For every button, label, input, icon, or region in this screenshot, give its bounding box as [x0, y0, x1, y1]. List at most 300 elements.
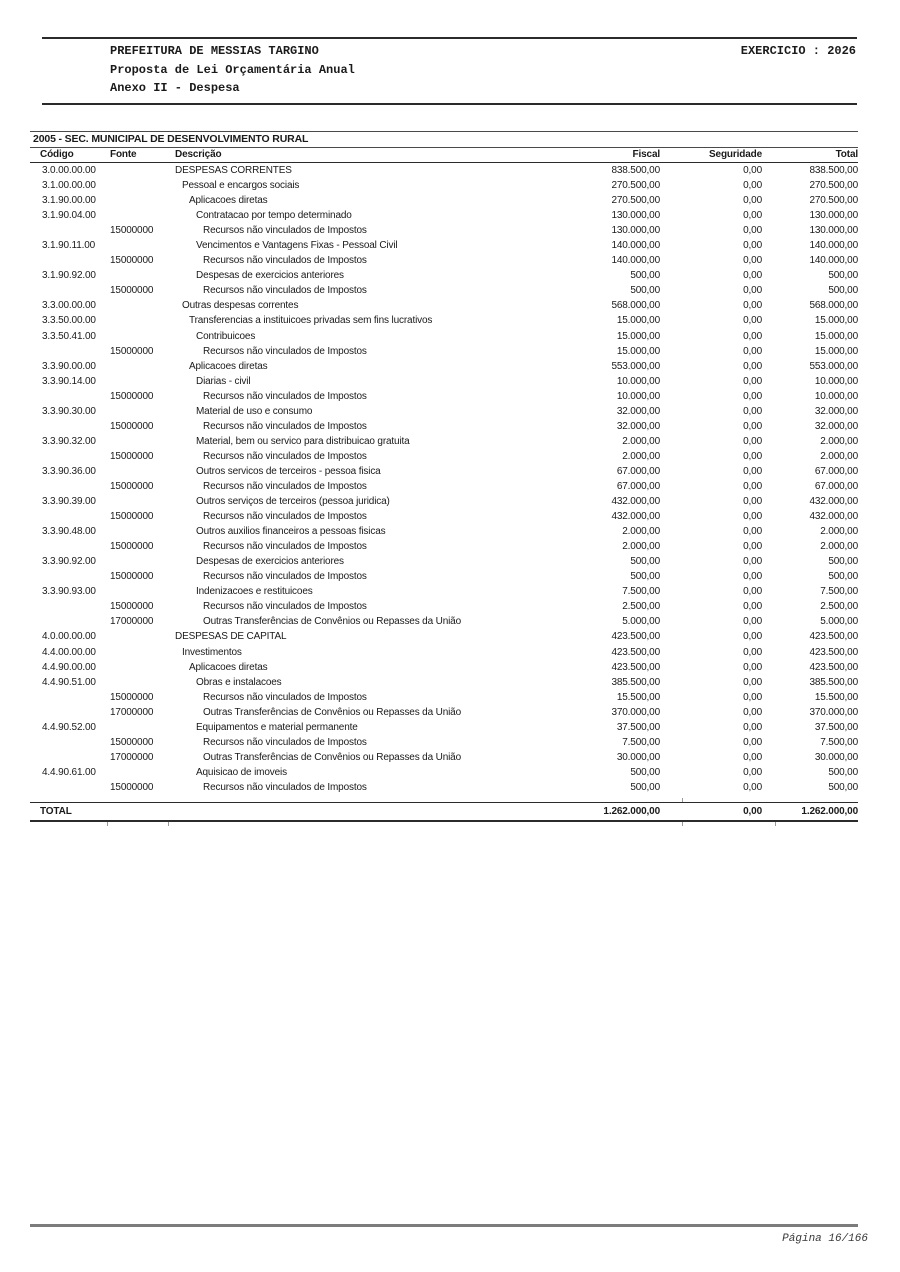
cell-fonte: 15000000 — [110, 736, 154, 748]
cell-total: 270.500,00 — [809, 180, 858, 192]
cell-codigo — [30, 223, 110, 238]
cell-fonte — [110, 268, 175, 283]
cell-codigo — [30, 705, 110, 720]
cell-fonte: 15000000 — [110, 541, 154, 553]
table-row — [30, 268, 858, 283]
cell-fiscal: 15.500,00 — [616, 691, 660, 703]
cell-descricao: Outras Transferências de Convênios ou Repasses da União — [203, 616, 462, 628]
column-tick — [775, 822, 776, 826]
cell-fonte: 15000000 — [110, 255, 154, 267]
cell-fiscal: 270.500,00 — [611, 180, 660, 192]
cell-codigo — [30, 449, 110, 464]
table-rows — [30, 163, 858, 795]
cell-fonte — [110, 660, 175, 675]
table-row — [30, 238, 858, 253]
cell-codigo: 3.3.90.14.00 — [42, 375, 96, 387]
cell-codigo — [30, 690, 110, 705]
cell-fonte — [110, 584, 175, 599]
cell-seguridade: 0,00 — [743, 450, 762, 462]
cell-fiscal: 2.000,00 — [622, 450, 660, 462]
cell-descricao: Recursos não vinculados de Impostos — [203, 571, 367, 583]
table-row — [30, 178, 858, 193]
cell-descricao: Aplicacoes diretas — [189, 195, 268, 207]
cell-total: 7.500,00 — [820, 736, 858, 748]
cell-total: 130.000,00 — [809, 225, 858, 237]
cell-descricao: Recursos não vinculados de Impostos — [203, 781, 367, 793]
cell-fonte: 15000000 — [110, 345, 154, 357]
cell-fiscal: 385.500,00 — [611, 676, 660, 688]
cell-fonte — [110, 178, 175, 193]
cell-fonte: 15000000 — [110, 480, 154, 492]
cell-fonte — [110, 359, 175, 374]
cell-seguridade: 0,00 — [743, 646, 762, 658]
cell-total: 423.500,00 — [809, 646, 858, 658]
cell-seguridade: 0,00 — [743, 676, 762, 688]
column-header-fiscal: Fiscal — [632, 149, 660, 160]
cell-fonte — [110, 298, 175, 313]
cell-descricao: Transferencias a instituicoes privadas sem fins lucrativos — [189, 315, 433, 327]
table-row — [30, 675, 858, 690]
cell-codigo: 3.3.00.00.00 — [42, 300, 96, 312]
table-row — [30, 614, 858, 629]
cell-total: 7.500,00 — [820, 586, 858, 598]
cell-seguridade: 0,00 — [743, 571, 762, 583]
cell-fonte: 15000000 — [110, 781, 154, 793]
cell-fiscal: 568.000,00 — [611, 300, 660, 312]
cell-fiscal: 838.500,00 — [611, 165, 660, 176]
cell-codigo — [30, 479, 110, 494]
cell-descricao: Indenizacoes e restituicoes — [196, 586, 313, 598]
cell-fonte: 15000000 — [110, 511, 154, 523]
cell-descricao: Investimentos — [182, 646, 242, 658]
table-row — [30, 584, 858, 599]
cell-seguridade: 0,00 — [743, 390, 762, 402]
cell-total: 30.000,00 — [814, 751, 858, 763]
cell-fiscal: 140.000,00 — [611, 255, 660, 267]
table-row — [30, 690, 858, 705]
cell-codigo — [30, 750, 110, 765]
cell-seguridade: 0,00 — [743, 496, 762, 508]
cell-total: 568.000,00 — [809, 300, 858, 312]
table-row — [30, 735, 858, 750]
table-row — [30, 750, 858, 765]
cell-seguridade: 0,00 — [743, 225, 762, 237]
cell-descricao: Aplicacoes diretas — [189, 661, 268, 673]
cell-seguridade: 0,00 — [743, 616, 762, 628]
cell-seguridade: 0,00 — [743, 300, 762, 312]
cell-codigo: 3.3.90.48.00 — [42, 526, 96, 538]
cell-seguridade: 0,00 — [743, 285, 762, 297]
cell-fonte: 15000000 — [110, 225, 154, 237]
cell-fonte — [110, 374, 175, 389]
cell-fonte — [110, 404, 175, 419]
cell-codigo — [30, 539, 110, 554]
total-total: 1.262.000,00 — [801, 805, 858, 817]
cell-descricao: Recursos não vinculados de Impostos — [203, 450, 367, 462]
cell-total: 32.000,00 — [814, 420, 858, 432]
cell-fiscal: 30.000,00 — [616, 751, 660, 763]
cell-fiscal: 500,00 — [630, 285, 660, 297]
table-row — [30, 539, 858, 554]
cell-total: 385.500,00 — [809, 676, 858, 688]
cell-fiscal: 130.000,00 — [611, 225, 660, 237]
table-row — [30, 599, 858, 614]
cell-codigo — [30, 389, 110, 404]
table-row — [30, 479, 858, 494]
table-row — [30, 404, 858, 419]
cell-codigo — [30, 735, 110, 750]
table-row — [30, 554, 858, 569]
cell-codigo — [30, 780, 110, 795]
cell-seguridade: 0,00 — [743, 345, 762, 357]
cell-descricao: Contratacao por tempo determinado — [196, 210, 352, 222]
cell-fiscal: 37.500,00 — [616, 721, 660, 733]
cell-seguridade: 0,00 — [743, 586, 762, 598]
cell-codigo: 4.4.90.52.00 — [42, 721, 96, 733]
cell-seguridade: 0,00 — [743, 751, 762, 763]
cell-fonte — [110, 329, 175, 344]
cell-fonte — [110, 163, 175, 178]
cell-fonte: 15000000 — [110, 285, 154, 297]
cell-descricao: Pessoal e encargos sociais — [182, 180, 300, 192]
exercise-label: EXERCICIO : 2026 — [740, 44, 856, 58]
cell-fiscal: 15.000,00 — [616, 315, 660, 327]
cell-total: 2.500,00 — [820, 601, 858, 613]
cell-total: 500,00 — [828, 781, 858, 793]
cell-total: 15.000,00 — [814, 345, 858, 357]
cell-codigo: 4.0.00.00.00 — [42, 631, 96, 643]
cell-fiscal: 423.500,00 — [611, 631, 660, 643]
table-row — [30, 163, 858, 178]
cell-seguridade: 0,00 — [743, 526, 762, 538]
cell-fonte: 15000000 — [110, 691, 154, 703]
table-row — [30, 645, 858, 660]
cell-seguridade: 0,00 — [743, 315, 762, 327]
cell-total: 15.500,00 — [814, 691, 858, 703]
cell-fiscal: 67.000,00 — [616, 480, 660, 492]
table-row — [30, 253, 858, 268]
cell-fonte — [110, 629, 175, 644]
cell-total: 15.000,00 — [814, 330, 858, 342]
cell-fiscal: 370.000,00 — [611, 706, 660, 718]
column-tick — [107, 822, 108, 826]
cell-total: 2.000,00 — [820, 435, 858, 447]
cell-codigo: 4.4.00.00.00 — [42, 646, 96, 658]
cell-codigo: 4.4.90.00.00 — [42, 661, 96, 673]
cell-seguridade: 0,00 — [743, 691, 762, 703]
cell-codigo: 3.1.90.04.00 — [42, 210, 96, 222]
cell-fiscal: 423.500,00 — [611, 661, 660, 673]
cell-fiscal: 553.000,00 — [611, 360, 660, 372]
cell-seguridade: 0,00 — [743, 721, 762, 733]
cell-codigo: 3.1.90.00.00 — [42, 195, 96, 207]
cell-descricao: Aquisicao de imoveis — [196, 766, 287, 778]
cell-total: 2.000,00 — [820, 541, 858, 553]
cell-fonte — [110, 720, 175, 735]
cell-total: 140.000,00 — [809, 240, 858, 252]
budget-report — [30, 131, 858, 822]
cell-descricao: Outros auxilios financeiros a pessoas fisicas — [196, 526, 386, 538]
cell-descricao: Recursos não vinculados de Impostos — [203, 601, 367, 613]
cell-codigo: 3.1.90.11.00 — [42, 240, 96, 252]
table-row — [30, 660, 858, 675]
cell-descricao: Recursos não vinculados de Impostos — [203, 541, 367, 553]
cell-descricao: Recursos não vinculados de Impostos — [203, 736, 367, 748]
cell-fiscal: 500,00 — [630, 270, 660, 282]
cell-fiscal: 500,00 — [630, 781, 660, 793]
cell-codigo: 4.4.90.51.00 — [42, 676, 96, 688]
cell-codigo: 4.4.90.61.00 — [42, 766, 96, 778]
cell-codigo — [30, 569, 110, 584]
cell-fonte — [110, 494, 175, 509]
cell-fiscal: 270.500,00 — [611, 195, 660, 207]
cell-seguridade: 0,00 — [743, 330, 762, 342]
cell-seguridade: 0,00 — [743, 781, 762, 793]
cell-fiscal: 10.000,00 — [616, 390, 660, 402]
cell-seguridade: 0,00 — [743, 375, 762, 387]
cell-descricao: DESPESAS CORRENTES — [175, 165, 292, 176]
cell-fonte: 17000000 — [110, 706, 154, 718]
table-row — [30, 329, 858, 344]
cell-fiscal: 500,00 — [630, 556, 660, 568]
table-row — [30, 449, 858, 464]
table-row — [30, 283, 858, 298]
cell-descricao: Material de uso e consumo — [196, 405, 313, 417]
annex-label: Anexo II - Despesa — [110, 81, 240, 95]
cell-descricao: Recursos não vinculados de Impostos — [203, 390, 367, 402]
section-title: 2005 - SEC. MUNICIPAL DE DESENVOLVIMENTO RURAL — [30, 131, 858, 148]
table-row — [30, 313, 858, 328]
entity-title: PREFEITURA DE MESSIAS TARGINO — [110, 44, 319, 58]
cell-fonte — [110, 645, 175, 660]
cell-seguridade: 0,00 — [743, 210, 762, 222]
cell-fonte — [110, 554, 175, 569]
cell-total: 67.000,00 — [814, 480, 858, 492]
cell-total: 838.500,00 — [809, 165, 858, 176]
page-number: Página 16/166 — [782, 1233, 868, 1245]
table-row — [30, 223, 858, 238]
table-row — [30, 765, 858, 780]
table-row — [30, 494, 858, 509]
cell-seguridade: 0,00 — [743, 420, 762, 432]
cell-codigo: 3.1.90.92.00 — [42, 270, 96, 282]
total-row — [30, 802, 858, 822]
cell-total: 423.500,00 — [809, 661, 858, 673]
cell-total: 15.000,00 — [814, 315, 858, 327]
cell-total: 2.000,00 — [820, 450, 858, 462]
document-header — [42, 37, 857, 105]
cell-seguridade: 0,00 — [743, 556, 762, 568]
cell-codigo: 3.3.90.32.00 — [42, 435, 96, 447]
cell-descricao: Recursos não vinculados de Impostos — [203, 345, 367, 357]
cell-total: 500,00 — [828, 766, 858, 778]
cell-seguridade: 0,00 — [743, 360, 762, 372]
cell-fiscal: 432.000,00 — [611, 496, 660, 508]
cell-fiscal: 500,00 — [630, 766, 660, 778]
cell-fonte: 15000000 — [110, 420, 154, 432]
cell-total: 5.000,00 — [820, 616, 858, 628]
cell-descricao: Obras e instalacoes — [196, 676, 282, 688]
cell-seguridade: 0,00 — [743, 736, 762, 748]
cell-fiscal: 67.000,00 — [616, 465, 660, 477]
cell-descricao: Recursos não vinculados de Impostos — [203, 255, 367, 267]
cell-seguridade: 0,00 — [743, 240, 762, 252]
table-row — [30, 464, 858, 479]
cell-seguridade: 0,00 — [743, 180, 762, 192]
cell-fiscal: 2.000,00 — [622, 526, 660, 538]
cell-seguridade: 0,00 — [743, 195, 762, 207]
cell-fiscal: 7.500,00 — [622, 586, 660, 598]
column-header-fonte: Fonte — [110, 149, 137, 160]
cell-fiscal: 140.000,00 — [611, 240, 660, 252]
cell-seguridade: 0,00 — [743, 706, 762, 718]
cell-seguridade: 0,00 — [743, 511, 762, 523]
cell-descricao: Aplicacoes diretas — [189, 360, 268, 372]
cell-codigo: 3.1.00.00.00 — [42, 180, 96, 192]
total-label: TOTAL — [40, 805, 72, 817]
cell-fiscal: 32.000,00 — [616, 405, 660, 417]
cell-codigo — [30, 419, 110, 434]
table-row — [30, 389, 858, 404]
cell-fonte — [110, 434, 175, 449]
cell-codigo: 3.3.90.00.00 — [42, 360, 96, 372]
table-row — [30, 208, 858, 223]
cell-fiscal: 15.000,00 — [616, 330, 660, 342]
cell-seguridade: 0,00 — [743, 465, 762, 477]
cell-fonte — [110, 193, 175, 208]
cell-total: 500,00 — [828, 556, 858, 568]
cell-seguridade: 0,00 — [743, 435, 762, 447]
cell-total: 130.000,00 — [809, 210, 858, 222]
table-row — [30, 359, 858, 374]
cell-descricao: Recursos não vinculados de Impostos — [203, 285, 367, 297]
cell-descricao: Outros serviços de terceiros (pessoa juridica) — [196, 496, 390, 508]
cell-total: 270.500,00 — [809, 195, 858, 207]
cell-fiscal: 2.500,00 — [622, 601, 660, 613]
column-header-total: Total — [835, 149, 858, 160]
cell-seguridade: 0,00 — [743, 270, 762, 282]
cell-total: 2.000,00 — [820, 526, 858, 538]
cell-fonte — [110, 464, 175, 479]
cell-codigo — [30, 614, 110, 629]
cell-total: 500,00 — [828, 270, 858, 282]
column-tick — [682, 822, 683, 826]
cell-fonte — [110, 238, 175, 253]
cell-fiscal: 500,00 — [630, 571, 660, 583]
cell-descricao: Recursos não vinculados de Impostos — [203, 225, 367, 237]
cell-fonte: 15000000 — [110, 601, 154, 613]
cell-fiscal: 2.000,00 — [622, 541, 660, 553]
cell-fonte — [110, 208, 175, 223]
cell-codigo: 3.3.50.00.00 — [42, 315, 96, 327]
cell-descricao: Contribuicoes — [196, 330, 256, 342]
cell-total: 553.000,00 — [809, 360, 858, 372]
table-row — [30, 629, 858, 644]
cell-seguridade: 0,00 — [743, 405, 762, 417]
cell-codigo: 3.3.90.30.00 — [42, 405, 96, 417]
cell-descricao: Recursos não vinculados de Impostos — [203, 480, 367, 492]
cell-codigo: 3.3.90.36.00 — [42, 465, 96, 477]
cell-fonte: 17000000 — [110, 751, 154, 763]
cell-descricao: Material, bem ou servico para distribuicao gratuita — [196, 435, 410, 447]
table-header-row — [30, 148, 858, 163]
cell-codigo: 3.0.00.00.00 — [42, 165, 96, 176]
column-header-descricao: Descrição — [175, 149, 222, 160]
cell-fonte — [110, 524, 175, 539]
cell-fiscal: 7.500,00 — [622, 736, 660, 748]
cell-descricao: Outras Transferências de Convênios ou Repasses da União — [203, 751, 462, 763]
cell-total: 370.000,00 — [809, 706, 858, 718]
cell-codigo: 3.3.50.41.00 — [42, 330, 96, 342]
cell-codigo: 3.3.90.39.00 — [42, 496, 96, 508]
cell-descricao: Outras despesas correntes — [182, 300, 299, 312]
cell-fonte — [110, 765, 175, 780]
cell-seguridade: 0,00 — [743, 165, 762, 176]
cell-fonte — [110, 313, 175, 328]
cell-total: 423.500,00 — [809, 631, 858, 643]
cell-fiscal: 5.000,00 — [622, 616, 660, 628]
cell-seguridade: 0,00 — [743, 661, 762, 673]
cell-codigo: 3.3.90.92.00 — [42, 556, 96, 568]
cell-descricao: Outros servicos de terceiros - pessoa fisica — [196, 465, 381, 477]
cell-seguridade: 0,00 — [743, 631, 762, 643]
cell-fiscal: 15.000,00 — [616, 345, 660, 357]
table-row — [30, 720, 858, 735]
table-row — [30, 434, 858, 449]
cell-fiscal: 10.000,00 — [616, 375, 660, 387]
cell-descricao: Despesas de exercicios anteriores — [196, 556, 344, 568]
cell-descricao: Recursos não vinculados de Impostos — [203, 691, 367, 703]
cell-descricao: DESPESAS DE CAPITAL — [175, 631, 287, 643]
column-tick — [682, 798, 683, 802]
cell-total: 432.000,00 — [809, 511, 858, 523]
cell-seguridade: 0,00 — [743, 541, 762, 553]
cell-total: 10.000,00 — [814, 375, 858, 387]
cell-fiscal: 130.000,00 — [611, 210, 660, 222]
cell-codigo — [30, 509, 110, 524]
cell-codigo — [30, 283, 110, 298]
cell-descricao: Recursos não vinculados de Impostos — [203, 511, 367, 523]
cell-descricao: Vencimentos e Vantagens Fixas - Pessoal Civil — [196, 240, 398, 252]
cell-codigo — [30, 599, 110, 614]
cell-fiscal: 2.000,00 — [622, 435, 660, 447]
cell-fiscal: 423.500,00 — [611, 646, 660, 658]
cell-fiscal: 432.000,00 — [611, 511, 660, 523]
table-row — [30, 419, 858, 434]
table-row — [30, 780, 858, 795]
cell-descricao: Recursos não vinculados de Impostos — [203, 420, 367, 432]
cell-fonte: 15000000 — [110, 450, 154, 462]
total-seguridade: 0,00 — [743, 805, 762, 817]
cell-seguridade: 0,00 — [743, 480, 762, 492]
cell-total: 10.000,00 — [814, 390, 858, 402]
table-row — [30, 509, 858, 524]
table-row — [30, 374, 858, 389]
cell-codigo: 3.3.90.93.00 — [42, 586, 96, 598]
column-header-seguridade: Seguridade — [709, 149, 762, 160]
table-row — [30, 705, 858, 720]
cell-descricao: Outras Transferências de Convênios ou Repasses da União — [203, 706, 462, 718]
cell-seguridade: 0,00 — [743, 255, 762, 267]
cell-descricao: Diarias - civil — [196, 375, 251, 387]
table-row — [30, 298, 858, 313]
cell-total: 37.500,00 — [814, 721, 858, 733]
cell-seguridade: 0,00 — [743, 601, 762, 613]
cell-seguridade: 0,00 — [743, 766, 762, 778]
table-row — [30, 524, 858, 539]
table-row — [30, 569, 858, 584]
column-tick — [168, 822, 169, 826]
